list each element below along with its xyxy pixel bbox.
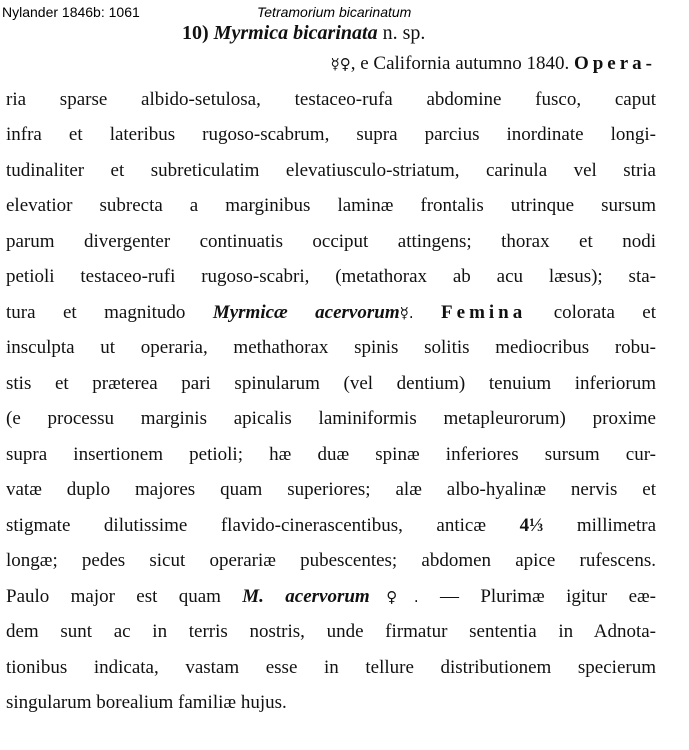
text-line-18: tionibus indicata, vastam esse in tellure distributionem specierum	[6, 656, 656, 678]
queen-symbol: ♀.	[369, 587, 419, 606]
caste-symbols: ☿♀	[330, 55, 351, 73]
text-line-19: singularum borealium familiæ hujus.	[6, 692, 287, 713]
text-segment: colorata et	[553, 301, 657, 323]
text-line-8	[6, 295, 656, 331]
text-line-16	[6, 579, 656, 615]
text-line-13: vatæ duplo majores quam superiores; alæ albo-hyalinæ nervis et	[6, 479, 656, 500]
species-reference: M. acervorum	[242, 585, 370, 607]
operaria-term: Opera-	[573, 53, 656, 74]
text-segment: tura et magnitudo	[6, 301, 186, 323]
text-segment: Paulo major est quam	[6, 585, 221, 607]
text-line-6: parum divergenter continuatis occiput attingens; thorax et nodi	[6, 230, 656, 252]
species-heading	[182, 22, 425, 45]
taxon-header: Tetramorium bicarinatum	[257, 4, 412, 20]
text-line-2: ria sparse albido-setulosa, testaceo-rufa abdomine fusco, caput	[6, 88, 656, 110]
text-line-14	[6, 508, 656, 544]
text-line-4: tudinaliter et subreticulatim elevatiusculo-striatum, carinula vel stria	[6, 159, 656, 181]
text-line-15: longæ; pedes sicut operariæ pubescentes; abdomen apice rufescens.	[6, 550, 656, 571]
measurement-value: 4⅓	[519, 514, 544, 536]
text-segment: stigmate dilutissime flavido-cinerascentibus, anticæ	[6, 514, 487, 536]
text-line-5: elevatior subrecta a marginibus laminæ frontalis utrinque sursum	[6, 195, 656, 216]
text-segment: — Plurimæ igitur eæ-	[439, 585, 657, 607]
species-reference: Myrmicæ acervorum	[212, 301, 400, 323]
text-segment: millimetra	[576, 514, 657, 536]
text-line-17: dem sunt ac in terris nostris, unde firmatur sententia in Adnota-	[6, 621, 656, 642]
text-line-1	[6, 46, 656, 82]
locality-text: , e California autumno 1840.	[350, 53, 570, 74]
description-body	[6, 46, 656, 721]
text-line-12: supra insertionem petioli; hæ duæ spinæ inferiores sursum cur-	[6, 443, 656, 465]
worker-symbol: ☿.	[399, 303, 414, 322]
text-line-3: infra et lateribus rugoso-scabrum, supra parcius inordinate longi-	[6, 124, 656, 145]
text-line-7: petioli testaceo-rufi rugoso-scabri, (metathorax ab acu læsus); sta-	[6, 266, 656, 287]
text-line-11: (e processu marginis apicalis laminiformis metapleurorum) proxime	[6, 408, 656, 429]
species-number: 10)	[182, 22, 209, 44]
species-status: n. sp.	[382, 22, 426, 44]
text-line-9: insculpta ut operaria, methathorax spinis solitis mediocribus robu-	[6, 337, 656, 358]
femina-term: Femina	[441, 301, 527, 323]
species-name: bicarinata	[293, 22, 378, 44]
citation-header: Nylander 1846b: 1061	[2, 4, 140, 20]
genus-name: Myrmica	[213, 22, 289, 44]
text-line-10: stis et præterea pari spinularum (vel dentium) tenuium inferiorum	[6, 372, 656, 394]
